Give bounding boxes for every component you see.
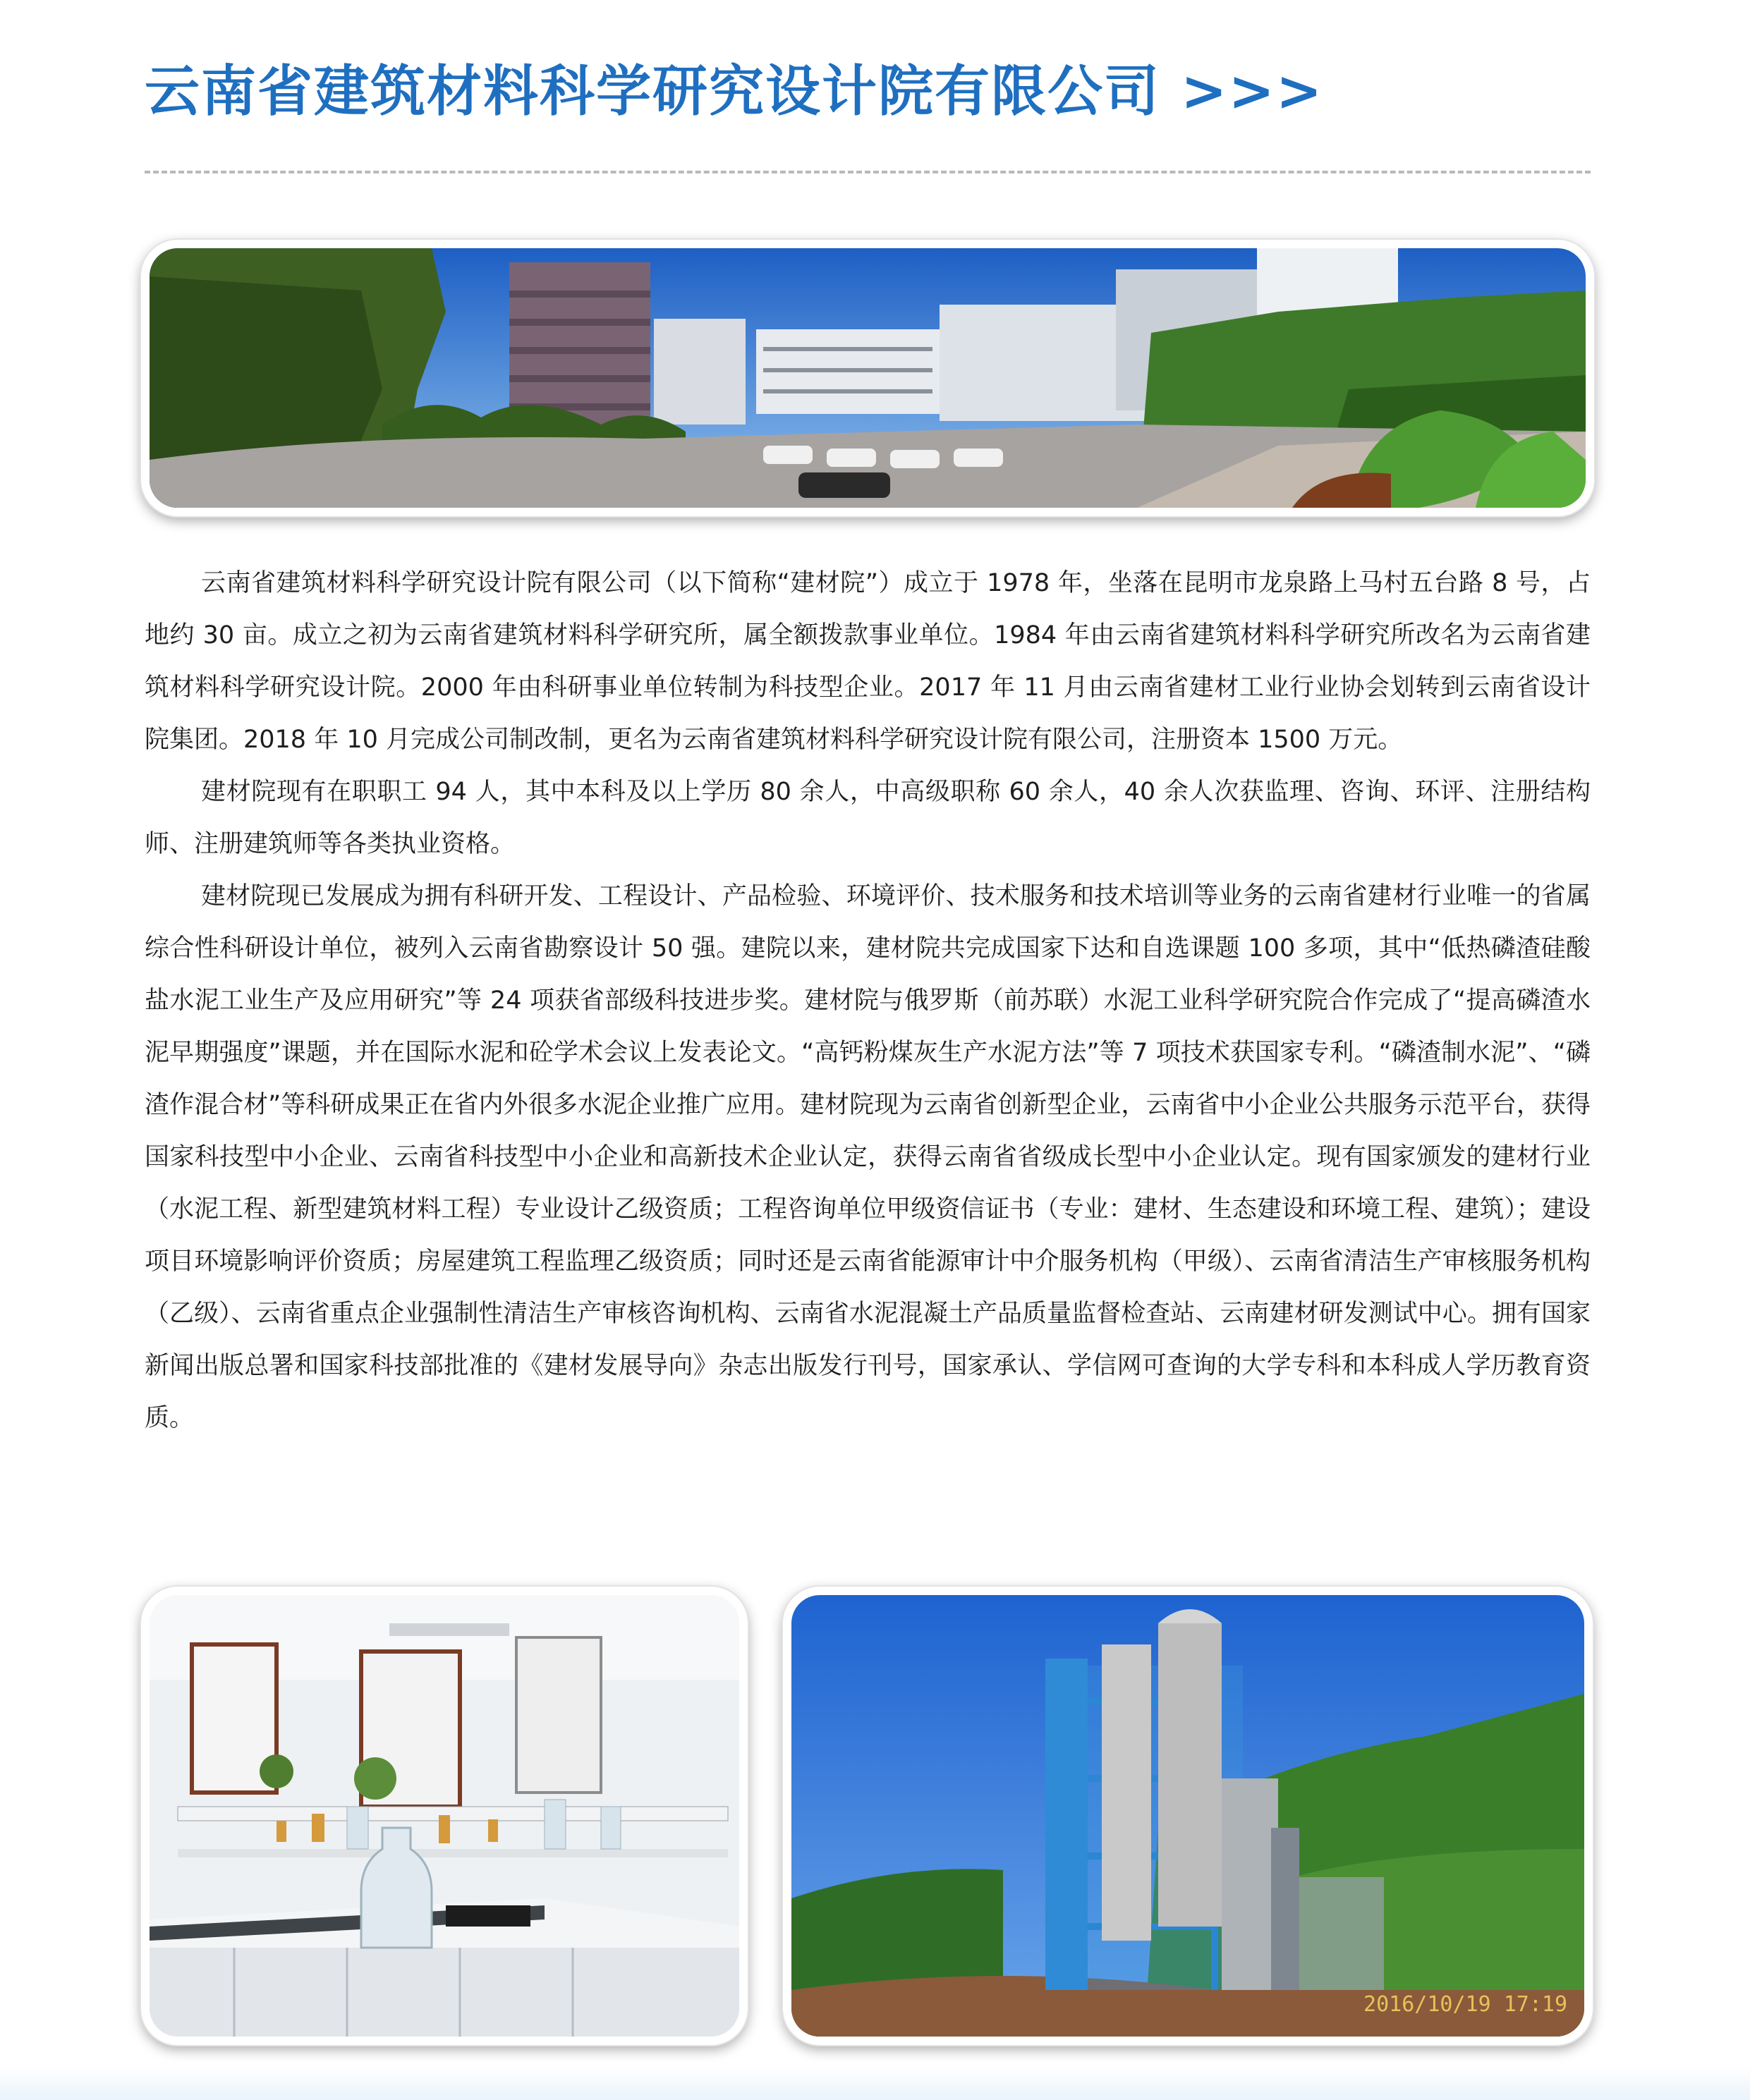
article-paragraph-business: 建材院现已发展成为拥有科研开发、工程设计、产品检验、环境评价、技术服务和技术培训等业务的云南省建材行业唯一的省属综合性科研设计单位，被列入云南省勘察设计 50 强。建院以来，建材院共完成国家下达和自选课题 100 多项，其中“低热磷渣硅酸盐水泥工业生产及应用研究”等 24 项获省部级科技进步奖。建材院与俄罗斯（前苏联）水泥工业科学研究院合作完成了“提高磷渣水泥早期强度”课题，并在国际水泥和砼学术会议上发表论文。“高钙粉煤灰生产水泥方法”等 7 项技术获国家专利。“磷渣制水泥”、“磷渣作混合材”等科研成果正在省内外很多水泥企业推广应用。建材院现为云南省创新型企业，云南省中小企业公共服务示范平台，获得国家科技型中小企业、云南省科技型中小企业和高新技术企业认定，获得云南省省级成长型中小企业认定。现有国家颁发的建材行业（水泥工程、新型建筑材料工程）专业设计乙级资质；工程咨询单位甲级资信证书（专业：建材、生态建设和环境工程、建筑）；建设项目环境影响评价资质；房屋建筑工程监理乙级资质；同时还是云南省能源审计中介服务机构（甲级）、云南省清洁生产审核服务机构（乙级）、云南省重点企业强制性清洁生产审核咨询机构、云南省水泥混凝土产品质量监督检查站、云南建材研发测试中心。拥有国家新闻出版总署和国家科技部批准的《建材发展导向》杂志出版发行刊号，国家承认、学信网可查询的大学专科和本科成人学历教育资质。 (145, 882, 1591, 1432)
article-paragraph-staff: 建材院现有在职职工 94 人，其中本科及以上学历 80 余人，中高级职称 60 余人，40 余人次获监理、咨询、环评、注册结构师、注册建筑师等各类执业资格。 (145, 778, 1591, 858)
laboratory-photo (141, 1587, 748, 2045)
cement-plant-photo (783, 1587, 1593, 2045)
campus-panorama-photo (141, 240, 1594, 516)
page-bottom-band (0, 2066, 1750, 2100)
dashed-divider (145, 171, 1591, 173)
cement-plant-illustration (791, 1595, 1584, 2037)
laboratory-illustration (150, 1595, 739, 2037)
photo-timestamp: 2016/10/19 17:19 (1363, 1992, 1567, 2017)
campus-panorama-illustration (150, 248, 1586, 508)
company-introduction-article (145, 557, 1591, 1444)
page-title: 云南省建筑材料科学研究设计院有限公司 >>> (145, 60, 1324, 123)
article-paragraph-history: 云南省建筑材料科学研究设计院有限公司（以下简称“建材院”）成立于 1978 年，坐落在昆明市龙泉路上马村五台路 8 号，占地约 30 亩。成立之初为云南省建筑材料科学研究所，属全额拨款事业单位。1984 年由云南省建筑材料科学研究所改名为云南省建筑材料科学研究设计院。2000 年由科研事业单位转制为科技型企业。2017 年 11 月由云南省建材工业行业协会划转到云南省设计院集团。2018 年 10 月完成公司制改制，更名为云南省建筑材料科学研究设计院有限公司，注册资本 1500 万元。 (145, 569, 1591, 754)
